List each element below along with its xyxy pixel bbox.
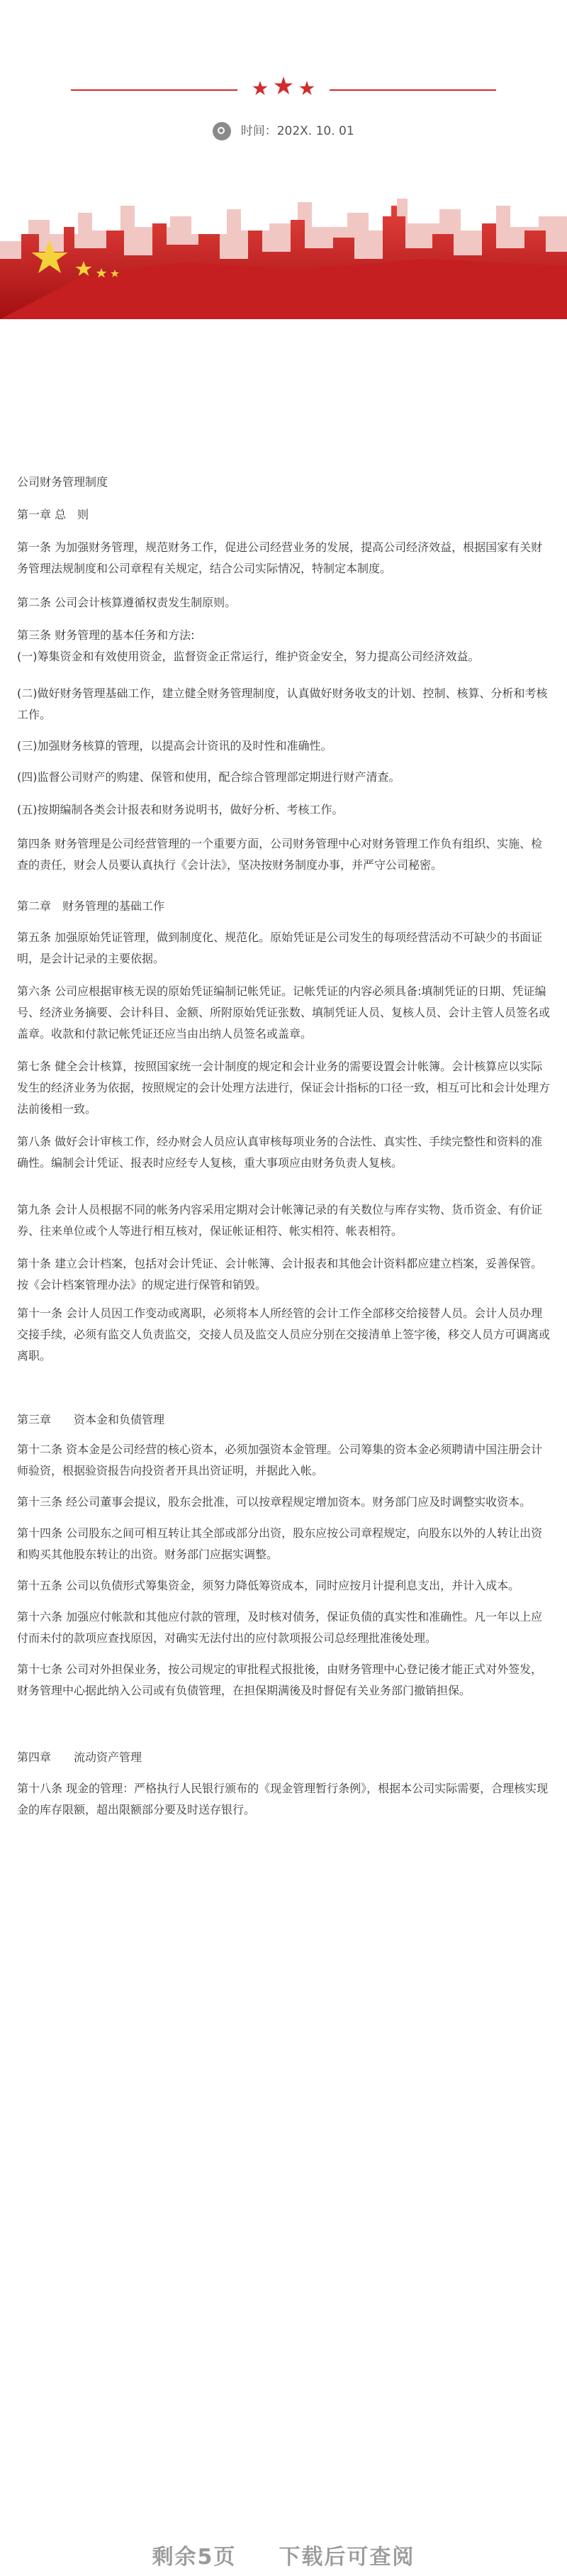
document-paragraph: 第三条 财务管理的基本任务和方法: (一)筹集资金和有效使用资金，监督资金正常运行，维护资金安全，努力提高公司经济效益。 (17, 628, 480, 663)
document-paragraph: 第六条 公司应根据审核无误的原始凭证编制记帐凭证。记帐凭证的内容必须具备:填制凭证的日期、凭证编号、经济业务摘要、会计科目、金额、所附原始凭证张数、填制凭证人员、复核人员、会计主管人员签名或盖章。收款和付款记帐凭证还应当由出纳人员签名或盖章。 (17, 984, 551, 1040)
document-body (17, 472, 553, 1821)
remaining-pages-label: 剩余5页 (152, 2545, 237, 2570)
city-skyline-banner (0, 191, 567, 319)
document-paragraph: 第一章 总 则 (17, 508, 89, 521)
clock-icon (213, 122, 231, 140)
document-paragraph: (三)加强财务核算的管理，以提高会计资讯的及时性和准确性。 (17, 739, 332, 753)
document-paragraph: 第二章 财务管理的基础工作 (17, 899, 165, 913)
document-paragraph: 第二条 公司会计核算遵循权责发生制原则。 (17, 596, 237, 609)
document-paragraph: 第四条 财务管理是公司经营管理的一个重要方面，公司财务管理中心对财务管理工作负有组织、实施、检查的责任，财会人员要认真执行《会计法》，坚决按财务制度办事，并严守公司秘密。 (17, 837, 543, 872)
document-paragraph: 第八条 做好会计审核工作，经办财会人员应认真审核每项业务的合法性、真实性、手续完整性和资料的准确性。编制会计凭证、报表时应经专人复核，重大事项应由财务负责人复核。 (17, 1135, 543, 1170)
document-paragraph: 第十二条 资本金是公司经营的核心资本，必须加强资本金管理。公司筹集的资本金必须聘请中国注册会计师验资，根据验资报告向投资者开具出资证明，并据此入帐。 (17, 1443, 543, 1477)
date-label: 时间：202X. 10. 01 (240, 124, 354, 138)
document-paragraph: (五)按期编制各类会计报表和财务说明书，做好分析、考核工作。 (17, 803, 344, 816)
document-paragraph: 第十条 建立会计档案，包括对会计凭证、会计帐簿、会计报表和其他会计资料都应建立档案，妥善保管。按《会计档案管理办法》的规定进行保管和销毁。 (17, 1257, 543, 1292)
document-paragraph: 第十六条 加强应付帐款和其他应付款的管理，及时核对债务，保证负债的真实性和准确性。凡一年以上应付而未付的款项应查找原因，对确实无法付出的应付款项报公司总经理批准後处理。 (17, 1610, 543, 1645)
document-paragraph: 第十七条 公司对外担保业务，按公司规定的审批程式报批後，由财务管理中心登记後才能正式对外签发，财务管理中心据此纳入公司或有负债管理，在担保期满後及时督促有关业务部门撤销担保。 (17, 1662, 543, 1697)
document-paragraph: 第五条 加强原始凭证管理，做到制度化、规范化。原始凭证是公司发生的每项经营活动不可缺少的书面证明，是会计记录的主要依据。 (17, 931, 543, 965)
download-prompt-label[interactable]: 下载后可查阅 (279, 2545, 415, 2570)
date-row (0, 121, 567, 140)
download-footer[interactable] (0, 2511, 567, 2576)
document-paragraph: 第十四条 公司股东之间可相互转让其全部或部分出资，股东应按公司章程规定，向股东以外的人转让出资和购买其他股东转让的出资。财务部门应据实调整。 (17, 1526, 543, 1561)
document-paragraph: 第十五条 公司以负债形式筹集资金，须努力降低筹资成本，同时应按月计提利息支出，并计入成本。 (17, 1579, 520, 1592)
document-paragraph: 第十八条 现金的管理：严格执行人民银行颁布的《现金管理暂行条例》，根据本公司实际需要，合理核实现金的库存限额，超出限额部分要及时送存银行。 (17, 1782, 549, 1816)
header-stars-icon (252, 75, 315, 99)
document-header (0, 0, 567, 426)
header-rule-right (330, 89, 496, 91)
document-paragraph: 第四章 流动资产管理 (17, 1750, 142, 1764)
document-paragraph: (四)监督公司财产的购建、保管和使用，配合综合管理部定期进行财产清查。 (17, 770, 400, 784)
document-paragraph: 第十一条 会计人员因工作变动或离职，必须将本人所经管的会计工作全部移交给接替人员。会计人员办理交接手续，必须有监交人负责监交，交接人员及监交人员应分别在交接清单上签字後，移交人员方可调离或离职。 (17, 1306, 551, 1362)
document-paragraph: 第三章 资本金和负债管理 (17, 1413, 165, 1426)
document-title: 公司财务管理制度 (17, 475, 108, 489)
document-paragraph: 第九条 会计人员根据不同的帐务内容采用定期对会计帐簿记录的有关数位与库存实物、货币资金、有价证券、往来单位或个人等进行相互核对，保证帐证相符、帐实相符、帐表相符。 (17, 1203, 543, 1238)
document-paragraph: 第十三条 经公司董事会提议，股东会批准，可以按章程规定增加资本。财务部门应及时调整实收资本。 (17, 1495, 532, 1509)
document-paragraph: 第一条 为加强财务管理，规范财务工作，促进公司经营业务的发展，提高公司经济效益，根据国家有关财务管理法规制度和公司章程有关规定，结合公司实际情况，特制定本制度。 (17, 540, 543, 575)
header-rule-left (71, 89, 237, 91)
document-paragraph: (二)做好财务管理基础工作，建立健全财务管理制度，认真做好财务收支的计划、控制、核算、分析和考核工作。 (17, 687, 548, 721)
document-paragraph: 第七条 健全会计核算，按照国家统一会计制度的规定和会计业务的需要设置会计帐簿。会计核算应以实际发生的经济业务为依据，按照规定的会计处理方法进行，保证会计指标的口径一致，相互可比和会计处理方法前後相一致。 (17, 1060, 551, 1116)
